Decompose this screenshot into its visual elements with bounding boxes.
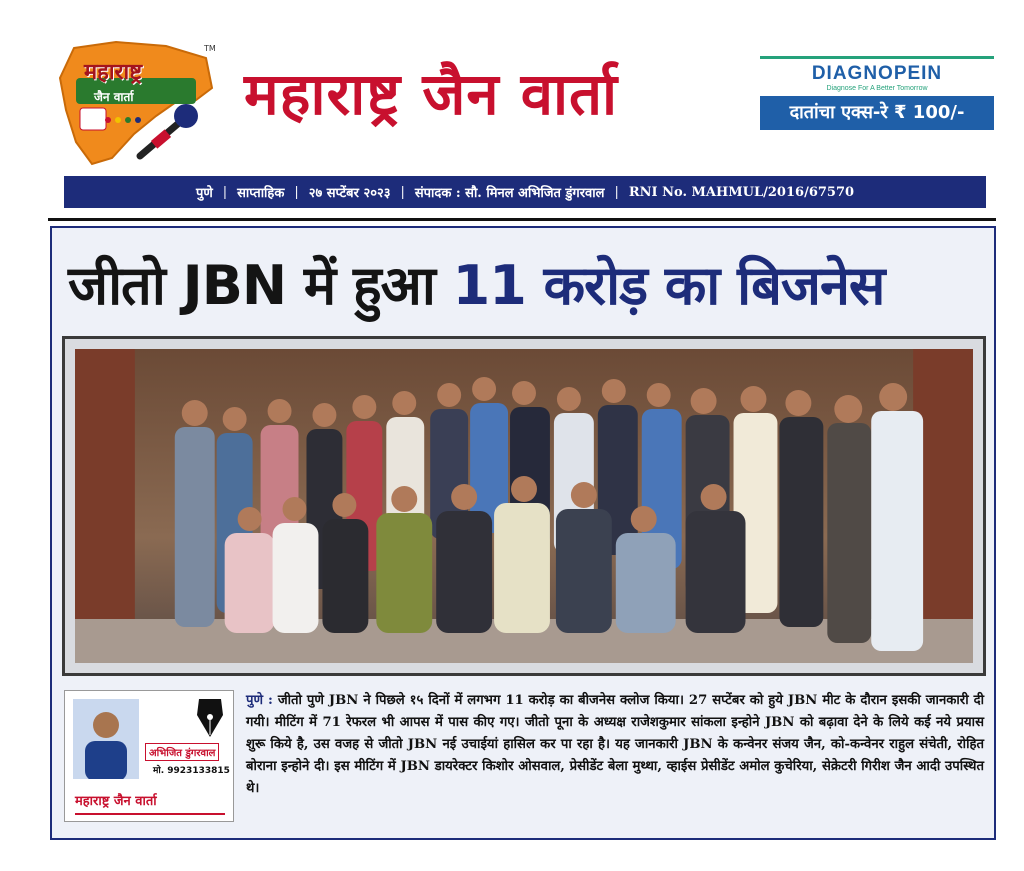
masthead-divider xyxy=(48,218,996,221)
separator: | xyxy=(400,184,405,200)
group-photo xyxy=(75,349,973,663)
edition-editor: संपादक : सौ. मिनल अभिजित डुंगरवाल xyxy=(414,186,605,201)
logo-title: महाराष्ट्र xyxy=(84,60,143,85)
reporter-name: अभिजित डुंगरवाल xyxy=(145,743,219,761)
logo-subtitle: जैन वार्ता xyxy=(94,90,134,104)
newspaper-logo xyxy=(56,38,216,168)
separator: | xyxy=(614,184,619,200)
edition-frequency: साप्ताहिक xyxy=(237,186,285,201)
fountain-pen-icon xyxy=(193,697,227,741)
news-story xyxy=(50,226,996,840)
newspaper-title: महाराष्ट्र जैन वार्ता xyxy=(244,60,619,128)
edition-info-bar xyxy=(64,176,986,208)
reporter-photo xyxy=(73,699,139,779)
ad-brand-tagline: Diagnose For A Better Tomorrow xyxy=(826,85,928,92)
edition-date: २७ सप्टेंबर २०२३ xyxy=(308,186,391,201)
group-photo-frame xyxy=(62,336,986,676)
headline-part-2: 11 करोड़ का बिजनेस xyxy=(452,254,885,317)
reporter-phone: मो. 9923133815 xyxy=(153,766,230,776)
article-dateline: पुणे : xyxy=(246,693,273,708)
edition-city: पुणे xyxy=(195,186,213,201)
advertisement[interactable] xyxy=(760,56,994,132)
byline-underline xyxy=(75,813,225,815)
ad-offer: दातांचा एक्स-रे ₹ 100/- xyxy=(760,96,994,130)
headline-part-1: जीतो JBN में हुआ xyxy=(68,254,435,317)
trademark-mark: TM xyxy=(204,44,216,53)
reporter-byline-box xyxy=(64,690,234,822)
separator: | xyxy=(294,184,299,200)
story-headline xyxy=(68,246,980,320)
ad-brand-block xyxy=(760,56,994,96)
ad-brand-name: DIAGNOPEIN xyxy=(811,63,943,84)
article-text: जीतो पुणे JBN ने पिछले १५ दिनों में लगभग 11 करोड़ का बीजनेस क्लोज किया। 27 सप्टेंबर को हुये JBN मीट के दौरान इसकी जानकारी दी गयी। मीटिंग में 71 रेफरल भी आपस में पास कीए गए। जीतो पूना के अध्यक्ष राजेशकुमार सांकला इन्होने JBN को बढ़ावा देने के लिये कई नये प्रयास शुरू किये है, उस वजह से जीतो JBN नई उचाईयां हासिल कर पा रहा है। यह जानकारी JBN के कन्वेनर संजय जैन, को-कन्वेनर राहुल संचेती, रोहित बोराना इन्होने दी। इस मीटिंग में JBN डायरेक्टर किशोर ओसवाल, प्रेसीडेंट बेला मुथ्था, व्हाईस प्रेसीडेंट अमोल कुचेरिया, सेक्रेटरी गिरीश जैन आदी उपस्थित थे। xyxy=(246,693,984,796)
article-body xyxy=(246,690,984,800)
byline-paper-name: महाराष्ट्र जैन वार्ता xyxy=(75,794,157,809)
separator: | xyxy=(222,184,228,200)
edition-rni: RNI No. MAHMUL/2016/67570 xyxy=(628,184,855,200)
